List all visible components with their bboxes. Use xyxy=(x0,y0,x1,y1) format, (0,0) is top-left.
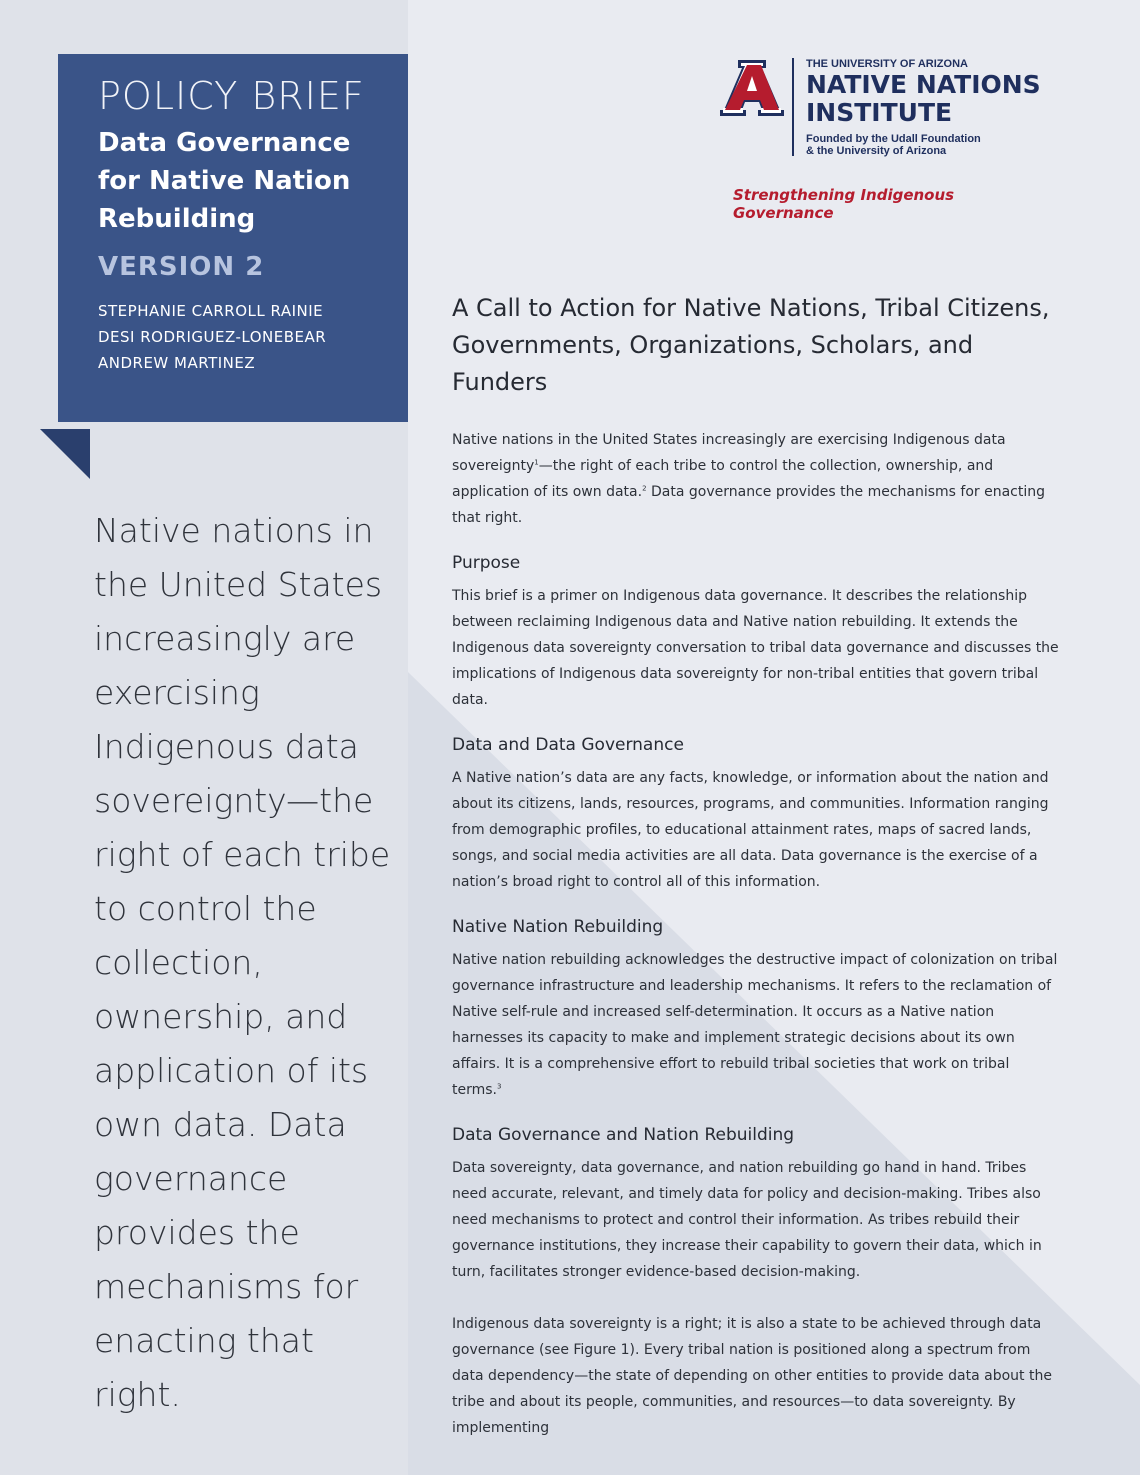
founded-line: Founded by the Udall Foundation xyxy=(806,133,981,145)
footnote-ref: 1 xyxy=(534,458,539,467)
nni-logo xyxy=(720,58,1050,158)
author-name: ANDREW MARTINEZ xyxy=(98,353,256,372)
intro-paragraph xyxy=(452,427,1062,531)
founded-by xyxy=(806,133,1006,157)
tagline: Strengthening Indigenous Governance xyxy=(733,186,955,222)
main-content xyxy=(452,290,1062,1441)
intro-text: Data governance provides the mechanisms for enacting that right. xyxy=(452,484,1046,526)
section-heading: Native Nation Rebuilding xyxy=(452,917,664,937)
section-heading: Data Governance and Nation Rebuilding xyxy=(452,1125,795,1145)
brief-title-line: Data Governance xyxy=(98,127,351,158)
section-purpose xyxy=(452,553,1062,713)
section-heading: Data and Data Governance xyxy=(452,735,684,755)
footnote-ref: 2 xyxy=(642,484,647,493)
section-body: Data sovereignty, data governance, and nation rebuilding go hand in hand. Tribes need accurate, relevant, and timely data for policy and decision-making. Tribes also need mechanisms to protect and control their information. As tribes rebuild their governance institutions, they increase their capability to govern their data, which in turn, facilitates stronger evidence-based decision-making. xyxy=(452,1160,1042,1280)
arizona-block-a-icon xyxy=(720,58,784,118)
section-data-governance xyxy=(452,735,1062,895)
institute-name-line: NATIVE NATIONS xyxy=(806,70,1041,99)
section-body: Indigenous data sovereignty is a right; it is also a state to be achieved through data governance (see Figure 1). Every tribal nation is positioned along a spectrum from data dependency—the state of depending on other entities to provide data about the tribe and about its people, communities, and resources—to data sovereignty. By implementing xyxy=(452,1316,1052,1436)
author-list xyxy=(98,298,408,376)
brief-title-line: for Native Nation xyxy=(98,165,351,196)
author-name: DESI RODRIGUEZ-LONEBEAR xyxy=(98,327,327,346)
pull-quote: Native nations in the United States increasingly are exercising Indigenous data sovereignty—the right of each tribe to control the collection, ownership, and application of its own data. Data governance provides the mechanisms for enacting that right. xyxy=(94,511,391,1414)
section-body: This brief is a primer on Indigenous data governance. It describes the relationship between reclaiming Indigenous data and Native nation rebuilding. It extends the Indigenous data sovereignty conversation to tribal data governance and discusses the implications of Indigenous data sovereignty for non-tribal entities that govern tribal data. xyxy=(452,588,1059,708)
intro-text: Native nations in the United States increasingly are exercising Indigenous data sovereignty xyxy=(452,432,1006,474)
institute-name xyxy=(806,71,1066,127)
policy-brief-label: POLICY BRIEF xyxy=(98,74,365,118)
section-nation-rebuilding xyxy=(452,917,1062,1103)
ribbon-fold-icon xyxy=(40,429,90,479)
logo-divider xyxy=(792,58,794,156)
intro-text: —the right of each tribe to control the collection, ownership, and application of its own data. xyxy=(452,458,994,500)
title-box xyxy=(58,54,408,422)
university-name: THE UNIVERSITY OF ARIZONA xyxy=(806,58,968,70)
brief-title-line: Rebuilding xyxy=(98,203,256,234)
version-label: VERSION 2 xyxy=(98,251,265,282)
brief-title xyxy=(98,124,408,238)
section-heading: Purpose xyxy=(452,553,521,573)
section-body xyxy=(452,947,1062,1103)
section-body: A Native nation’s data are any facts, knowledge, or information about the nation and about its citizens, lands, resources, programs, and communities. Information ranging from demographic profiles, to educational attainment rates, maps of sacred lands, songs, and social media activities are all data. Data governance is the exercise of a nation’s broad right to control all of this information. xyxy=(452,770,1049,890)
founded-line: & the University of Arizona xyxy=(806,145,947,157)
section-governance-and-rebuilding xyxy=(452,1125,1062,1441)
author-name: STEPHANIE CARROLL RAINIE xyxy=(98,301,324,320)
call-to-action-heading: A Call to Action for Native Nations, Tribal Citizens, Governments, Organizations, Scholars, and Funders xyxy=(452,294,1050,396)
institute-name-line: INSTITUTE xyxy=(806,98,953,127)
section-body-text: Native nation rebuilding acknowledges the destructive impact of colonization on tribal governance infrastructure and leadership mechanisms. It refers to the reclamation of Native self-rule and increased self-determination. It occurs as a Native nation harnesses its capacity to make and implement strategic decisions about its own affairs. It is a comprehensive effort to rebuild tribal societies that work on tribal terms. xyxy=(452,952,1058,1098)
footnote-ref: 3 xyxy=(497,1082,502,1091)
